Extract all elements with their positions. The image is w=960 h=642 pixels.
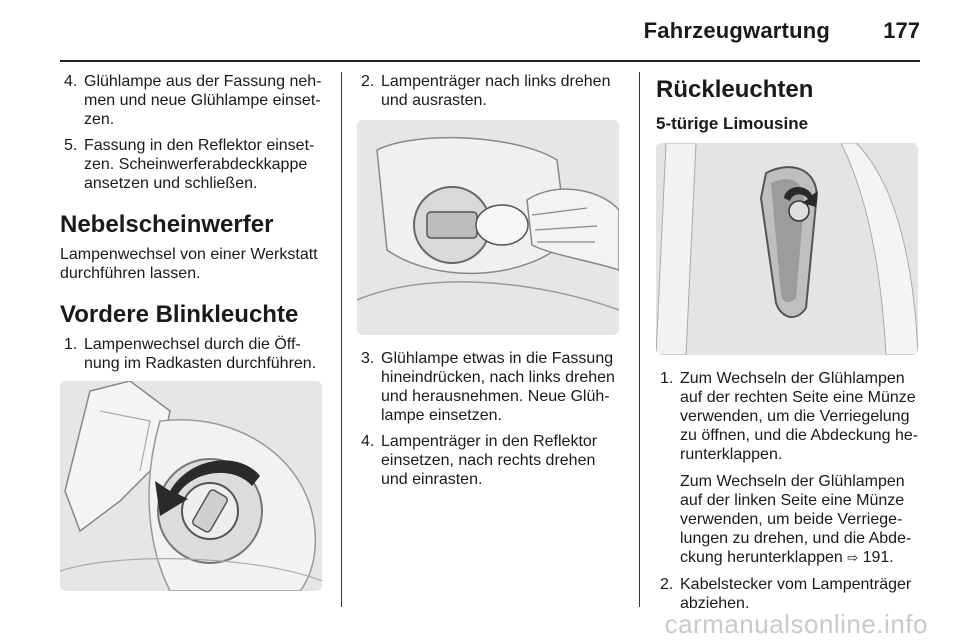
- step-item: [357, 72, 625, 110]
- figure-bulb-holder: [357, 120, 619, 335]
- step-list: [357, 349, 625, 489]
- column-3: [656, 72, 924, 620]
- rear-cover-illustration: [656, 143, 918, 355]
- step-text: Fassung in den Reflektor einsetzen. Scheinwerferabdeckkappe ansetzen und schließen.: [84, 137, 315, 192]
- step-item: [357, 349, 625, 425]
- bulb-holder-illustration: [357, 120, 619, 335]
- step-sub-text: Zum Wechseln der Glühlampen auf der linken Seite eine Münze verwenden, um beide Verriegelungen zu drehen, und die Abdeckung herunterklappen: [680, 473, 912, 566]
- section-heading-front-indicator: Vordere Blinkleuchte: [60, 301, 299, 328]
- step-number: 3.: [361, 350, 375, 367]
- step-number: 2.: [361, 73, 375, 90]
- step-list: [60, 335, 330, 373]
- section-heading-fog-lights: Nebelscheinwerfer: [60, 211, 274, 238]
- step-item: [656, 369, 924, 568]
- step-item: [357, 432, 625, 489]
- page-number: 177: [883, 18, 920, 43]
- column-2: [357, 72, 625, 496]
- step-text: Glühlampe etwas in die Fassung hineindrücken, nach links drehen und herausnehmen. Neue Glühlampe einsetzen.: [381, 350, 615, 424]
- step-text: Zum Wechseln der Glühlampen auf der rechten Seite eine Münze verwenden, um die Verriegelung zu öffnen, und die Abdeckung herunterklappen.: [680, 370, 919, 463]
- step-text: Lampenträger in den Reflektor einsetzen, nach rechts drehen und einrasten.: [381, 433, 598, 488]
- column-divider-2: [639, 72, 640, 607]
- step-list: [60, 72, 330, 193]
- column-divider-1: [341, 72, 342, 607]
- step-sub-paragraph: [680, 472, 924, 568]
- step-number: 4.: [361, 433, 375, 450]
- step-text: Lampenträger nach links drehen und ausrasten.: [381, 73, 611, 109]
- watermark: carmanualsonline.info: [664, 609, 928, 639]
- section-heading-rear-lights: Rückleuchten: [656, 76, 814, 103]
- step-item: [60, 335, 330, 373]
- step-item: [656, 575, 924, 613]
- wheel-arch-illustration: [60, 381, 322, 591]
- step-number: 1.: [660, 370, 674, 387]
- header-divider: [60, 60, 920, 62]
- step-text: Glühlampe aus der Fassung nehmen und neue Glühlampe einsetzen.: [84, 73, 322, 128]
- step-list: [656, 369, 924, 613]
- step-number: 5.: [64, 137, 78, 154]
- figure-rear-cover: [656, 143, 918, 355]
- page-reference[interactable]: 191.: [862, 549, 894, 566]
- step-list: [357, 72, 625, 110]
- step-number: 4.: [64, 73, 78, 90]
- step-item: [60, 136, 330, 193]
- step-number: 1.: [64, 336, 78, 353]
- figure-wheel-arch-opening: [60, 381, 322, 591]
- page-reference-arrow-icon: ⇨: [847, 551, 859, 566]
- fog-lights-text: Lampenwechsel von einer Werkstatt durchführen lassen.: [60, 246, 318, 282]
- step-text: Lampenwechsel durch die Öffnung im Radkasten durchführen.: [84, 336, 317, 372]
- header-title: Fahrzeugwartung: [643, 18, 830, 43]
- subsection-heading-5-door: 5-türige Limousine: [656, 114, 809, 133]
- step-item: [60, 72, 330, 129]
- step-number: 2.: [660, 576, 674, 593]
- step-text: Kabelstecker vom Lampenträger abziehen.: [680, 576, 912, 612]
- column-1: [60, 72, 330, 591]
